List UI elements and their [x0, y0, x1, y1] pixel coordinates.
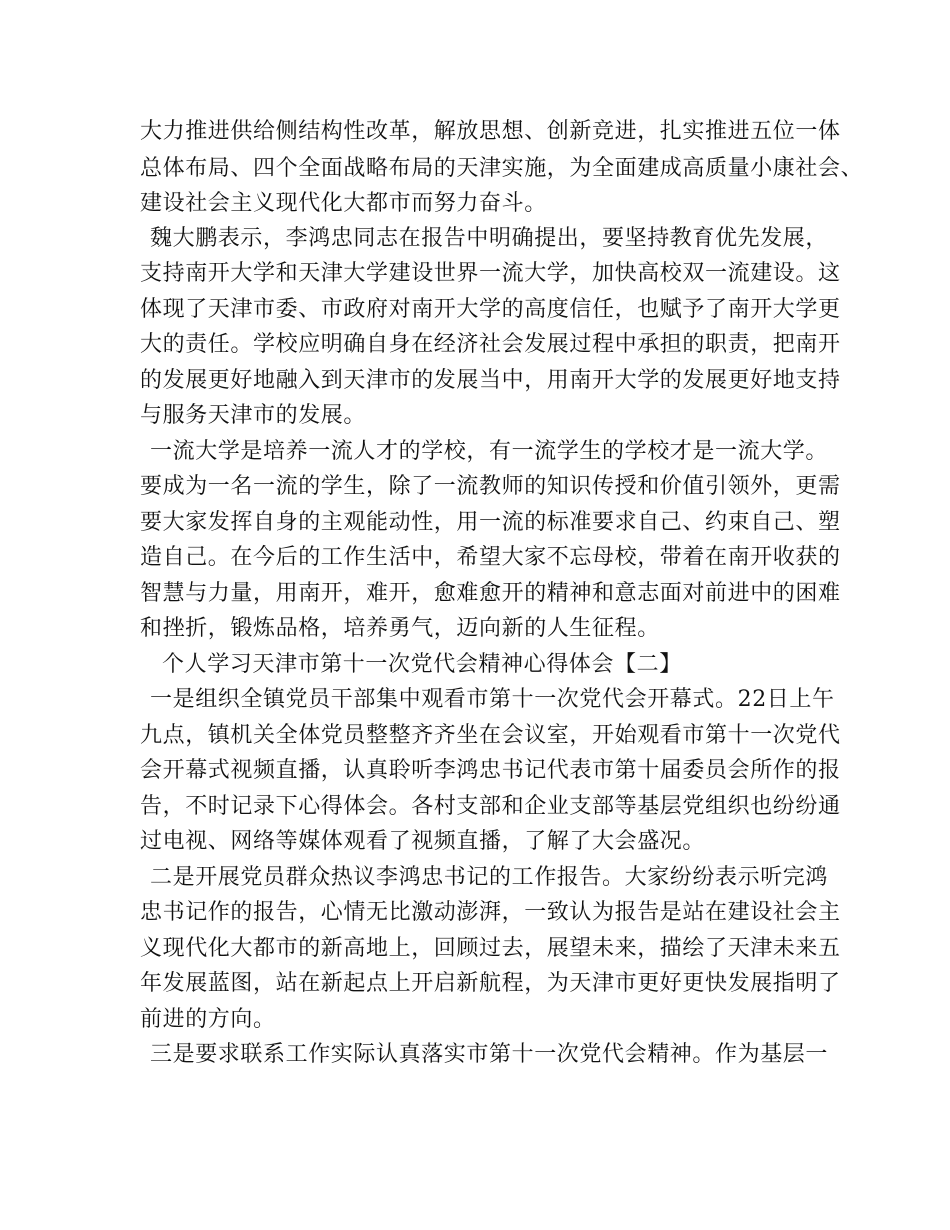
text-line: 大力推进供给侧结构性改革，解放思想、创新竞进，扎实推进五位一体: [140, 119, 841, 144]
text-line: 体现了天津市委、市政府对南开大学的高度信任，也赋予了南开大学更: [140, 297, 841, 322]
text-line: 和挫折，锻炼品格，培养勇气，迈向新的人生征程。: [140, 616, 660, 641]
text-line: 忠书记作的报告，心情无比激动澎湃，一致认为报告是站在建设社会主: [140, 900, 841, 925]
text-line: 造自己。在今后的工作生活中，希望大家不忘母校，带着在南开收获的: [140, 545, 841, 570]
paragraph-start-line: 一是组织全镇党员干部集中观看市第十一次党代会开幕式。22日上午: [150, 687, 835, 712]
text-line: 的发展更好地融入到天津市的发展当中，用南开大学的发展更好地支持: [140, 368, 841, 393]
text-line: 支持南开大学和天津大学建设世界一流大学，加快高校双一流建设。这: [140, 261, 841, 286]
paragraph-start-line: 一流大学是培养一流人才的学校，有一流学生的学校才是一流大学。: [150, 439, 829, 464]
text-line: 建设社会主义现代化大都市而努力奋斗。: [140, 191, 547, 216]
paragraph-start-line: 魏大鹏表示，李鸿忠同志在报告中明确提出，要坚持教育优先发展，: [150, 226, 829, 251]
text-line: 会开幕式视频直播，认真聆听李鸿忠书记代表市第十届委员会所作的报: [140, 758, 841, 783]
text-line: 智慧与力量，用南开，难开，愈难愈开的精神和意志面对前进中的困难: [140, 581, 841, 606]
paragraph-start-line: 二是开展党员群众热议李鸿忠书记的工作报告。大家纷纷表示听完鸿: [150, 865, 829, 890]
text-line: 九点，镇机关全体党员整整齐齐坐在会议室，开始观看市第十一次党代: [140, 723, 841, 748]
paragraph-start-line: 三是要求联系工作实际认真落实市第十一次党代会精神。作为基层一: [150, 1042, 829, 1067]
section-heading: 个人学习天津市第十一次党代会精神心得体会【二】: [162, 652, 682, 677]
text-line: 过电视、网络等媒体观看了视频直播，了解了大会盛况。: [140, 829, 706, 854]
text-line: 年发展蓝图，站在新起点上开启新航程，为天津市更好更快发展指明了: [140, 971, 841, 996]
text-line: 告，不时记录下心得体会。各村支部和企业支部等基层党组织也纷纷通: [140, 794, 841, 819]
text-line: 义现代化大都市的新高地上，回顾过去，展望未来，描绘了天津未来五: [140, 936, 841, 961]
text-line: 要大家发挥自身的主观能动性，用一流的标准要求自己、约束自己、塑: [140, 510, 841, 535]
text-line: 前进的方向。: [140, 1007, 276, 1032]
text-line: 大的责任。学校应明确自身在经济社会发展过程中承担的职责，把南开: [140, 332, 841, 357]
text-line: 要成为一名一流的学生，除了一流教师的知识传授和价值引领外，更需: [140, 474, 841, 499]
text-line: 总体布局、四个全面战略布局的天津实施，为全面建成高质量小康社会、: [140, 156, 864, 181]
text-line: 与服务天津市的发展。: [140, 403, 367, 428]
